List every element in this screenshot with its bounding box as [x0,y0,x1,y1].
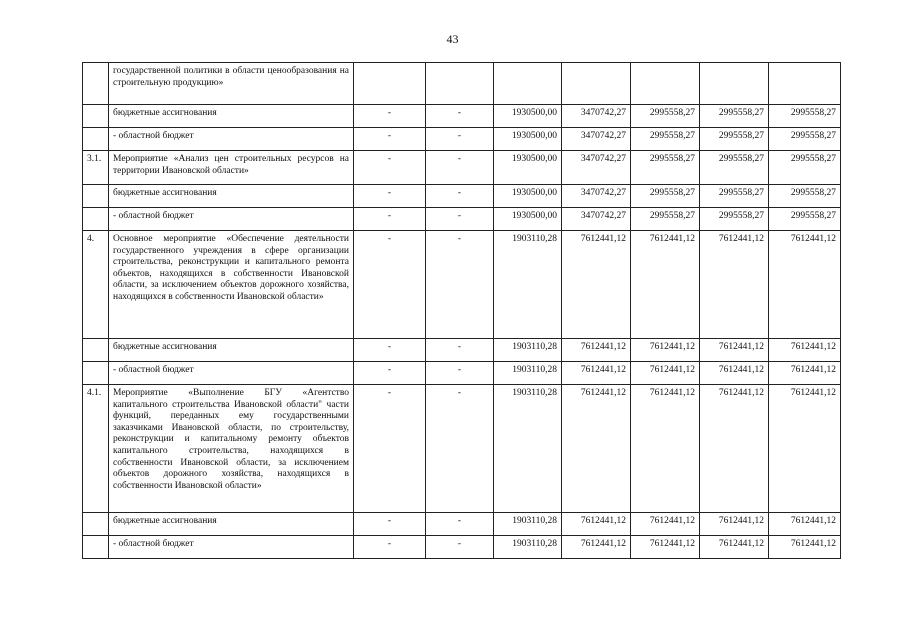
code-cell-2: - [426,105,494,128]
row-number-cell [83,339,109,362]
amount-cell-1: 1903110,28 [494,536,562,559]
amount-cell-4: 7612441,12 [700,231,769,339]
table-row [83,185,841,208]
amount-cell-1: 1903110,28 [494,513,562,536]
amount-cell-2: 7612441,12 [562,536,631,559]
row-number-cell: 4. [83,231,109,339]
code-cell-1: - [354,513,426,536]
description-cell: бюджетные ассигнования [109,513,354,536]
amount-cell-5: 7612441,12 [769,231,841,339]
amount-cell-3: 7612441,12 [631,339,700,362]
code-cell-2: - [426,513,494,536]
amount-cell-5: 2995558,27 [769,185,841,208]
description-cell: - областной бюджет [109,362,354,385]
code-cell-1: - [354,105,426,128]
amount-cell-4: 7612441,12 [700,536,769,559]
description-cell: Основное мероприятие «Обеспечение деятельности государственного учреждения в сфере организации строительства, реконструкции и капитального ремонта объектов, находящихся в собственности Ивановской области, за исключением объектов дорожного хозяйства, находящихся в собственности Ивановской области» [109,231,354,339]
description-cell: Мероприятие «Выполнение БГУ «Агентство капитального строительства Ивановской области" части функций, переданных ему государственными заказчиками Ивановской области, по строительству, реконструкции и капитальному ремонту объектов капитального строительства, находящихся в собственности Ивановской области, за исключением объектов дорожного хозяйства, находящихся в собственности Ивановской области» [109,385,354,513]
code-cell-2: - [426,128,494,151]
amount-cell-2 [562,63,631,105]
table-row [83,105,841,128]
row-number-cell: 3.1. [83,151,109,185]
code-cell-1 [354,63,426,105]
table-row [83,385,841,513]
amount-cell-5: 7612441,12 [769,536,841,559]
row-number-cell [83,362,109,385]
row-number-cell [83,128,109,151]
amount-cell-3: 2995558,27 [631,128,700,151]
table-row [83,513,841,536]
description-cell: бюджетные ассигнования [109,339,354,362]
amount-cell-2: 3470742,27 [562,151,631,185]
code-cell-2 [426,63,494,105]
table-row [83,208,841,231]
amount-cell-4: 2995558,27 [700,128,769,151]
code-cell-1: - [354,385,426,513]
amount-cell-1: 1930500,00 [494,208,562,231]
amount-cell-3: 2995558,27 [631,185,700,208]
amount-cell-3: 2995558,27 [631,105,700,128]
amount-cell-1: 1903110,28 [494,339,562,362]
amount-cell-1: 1930500,00 [494,105,562,128]
amount-cell-4: 7612441,12 [700,513,769,536]
amount-cell-5: 2995558,27 [769,128,841,151]
table-row [83,151,841,185]
description-cell: Мероприятие «Анализ цен строительных ресурсов на территории Ивановской области» [109,151,354,185]
description-cell: государственной политики в области ценообразования на строительную продукцию» [109,63,354,105]
code-cell-2: - [426,208,494,231]
code-cell-1: - [354,208,426,231]
code-cell-2: - [426,339,494,362]
amount-cell-5: 2995558,27 [769,105,841,128]
table-row [83,339,841,362]
amount-cell-2: 3470742,27 [562,208,631,231]
amount-cell-2: 7612441,12 [562,362,631,385]
code-cell-2: - [426,385,494,513]
amount-cell-4: 7612441,12 [700,385,769,513]
code-cell-2: - [426,185,494,208]
amount-cell-2: 3470742,27 [562,105,631,128]
amount-cell-3 [631,63,700,105]
code-cell-2: - [426,536,494,559]
amount-cell-4 [700,63,769,105]
table-row [83,63,841,105]
table-row [83,362,841,385]
amount-cell-5: 2995558,27 [769,208,841,231]
amount-cell-2: 7612441,12 [562,339,631,362]
amount-cell-5: 7612441,12 [769,513,841,536]
amount-cell-3: 2995558,27 [631,151,700,185]
amount-cell-2: 3470742,27 [562,185,631,208]
amount-cell-3: 7612441,12 [631,385,700,513]
amount-cell-1: 1930500,00 [494,151,562,185]
description-cell: - областной бюджет [109,128,354,151]
table-row [83,128,841,151]
row-number-cell [83,536,109,559]
amount-cell-3: 7612441,12 [631,536,700,559]
row-number-cell [83,208,109,231]
row-number-cell [83,513,109,536]
amount-cell-1: 1903110,28 [494,362,562,385]
amount-cell-1: 1903110,28 [494,231,562,339]
amount-cell-1: 1903110,28 [494,385,562,513]
description-cell: бюджетные ассигнования [109,185,354,208]
code-cell-1: - [354,151,426,185]
budget-table [82,62,841,559]
amount-cell-3: 2995558,27 [631,208,700,231]
row-number-cell [83,105,109,128]
amount-cell-4: 7612441,12 [700,339,769,362]
amount-cell-2: 7612441,12 [562,385,631,513]
code-cell-1: - [354,362,426,385]
page-number: 43 [446,32,459,46]
amount-cell-2: 3470742,27 [562,128,631,151]
row-number-cell: 4.1. [83,385,109,513]
amount-cell-2: 7612441,12 [562,231,631,339]
code-cell-2: - [426,231,494,339]
code-cell-1: - [354,536,426,559]
amount-cell-2: 7612441,12 [562,513,631,536]
code-cell-2: - [426,362,494,385]
amount-cell-4: 2995558,27 [700,208,769,231]
code-cell-2: - [426,151,494,185]
amount-cell-4: 2995558,27 [700,185,769,208]
table-body [83,63,841,559]
amount-cell-5 [769,63,841,105]
amount-cell-3: 7612441,12 [631,231,700,339]
amount-cell-4: 2995558,27 [700,151,769,185]
code-cell-1: - [354,231,426,339]
amount-cell-1: 1930500,00 [494,185,562,208]
amount-cell-3: 7612441,12 [631,362,700,385]
table-row [83,536,841,559]
amount-cell-4: 7612441,12 [700,362,769,385]
description-cell: - областной бюджет [109,208,354,231]
amount-cell-5: 7612441,12 [769,339,841,362]
amount-cell-5: 2995558,27 [769,151,841,185]
row-number-cell [83,185,109,208]
amount-cell-4: 2995558,27 [700,105,769,128]
amount-cell-5: 7612441,12 [769,385,841,513]
description-cell: - областной бюджет [109,536,354,559]
code-cell-1: - [354,128,426,151]
amount-cell-1 [494,63,562,105]
code-cell-1: - [354,185,426,208]
amount-cell-3: 7612441,12 [631,513,700,536]
description-cell: бюджетные ассигнования [109,105,354,128]
amount-cell-5: 7612441,12 [769,362,841,385]
amount-cell-1: 1930500,00 [494,128,562,151]
row-number-cell [83,63,109,105]
code-cell-1: - [354,339,426,362]
table-row [83,231,841,339]
